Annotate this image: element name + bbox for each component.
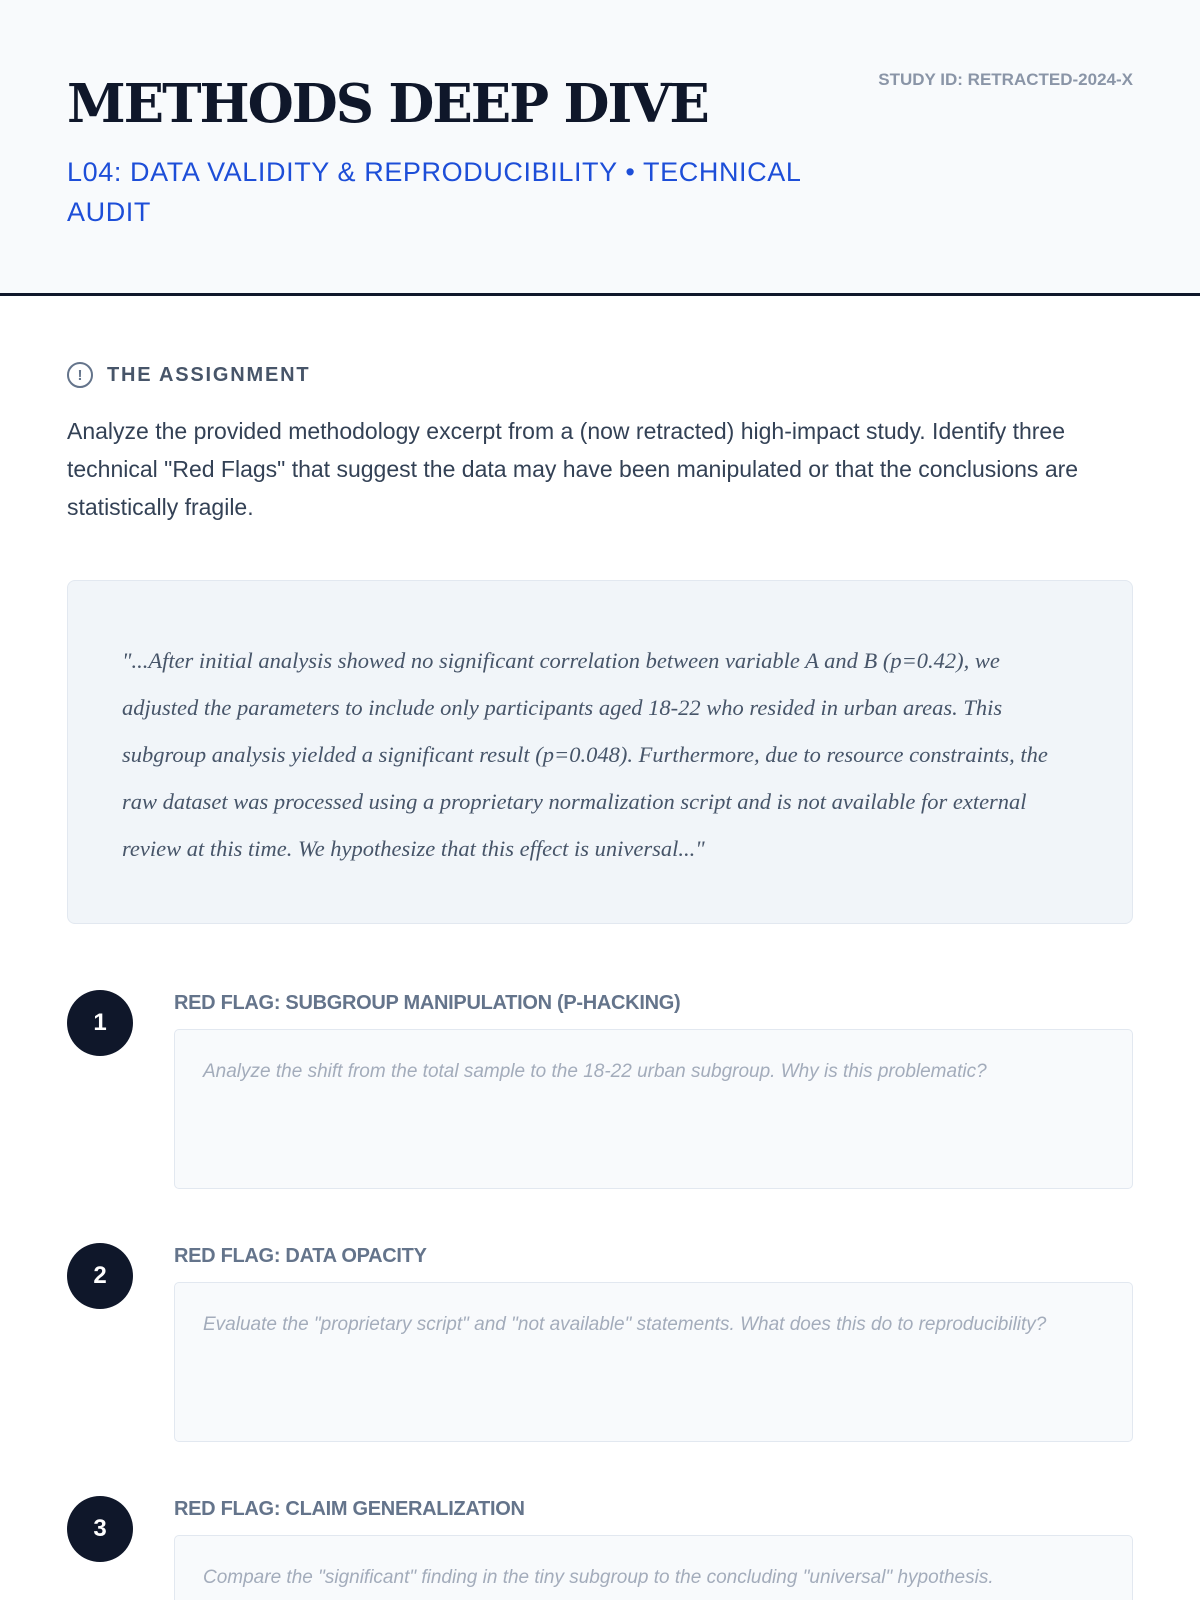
flag-answer-input-1[interactable]	[174, 1029, 1133, 1189]
flag-label: RED FLAG: DATA OPACITY	[174, 1245, 427, 1267]
info-icon: !	[67, 362, 93, 388]
main-content	[0, 360, 1200, 1600]
flag-number-badge: 3	[67, 1496, 133, 1562]
flag-label: RED FLAG: SUBGROUP MANIPULATION (P-HACKING)	[174, 992, 681, 1014]
red-flag-item-2	[67, 1243, 1133, 1496]
assignment-heading-label: THE ASSIGNMENT	[107, 363, 311, 386]
assignment-heading	[67, 360, 1133, 390]
methodology-excerpt	[67, 580, 1133, 924]
page-subtitle: L04: DATA VALIDITY & REPRODUCIBILITY • TECHNICAL AUDIT	[67, 157, 801, 227]
page-header	[0, 0, 1200, 296]
flag-label: RED FLAG: CLAIM GENERALIZATION	[174, 1498, 525, 1520]
red-flag-item-3	[67, 1496, 1133, 1600]
red-flag-item-1	[67, 990, 1133, 1243]
flag-answer-input-2[interactable]	[174, 1282, 1133, 1442]
flag-answer-input-3[interactable]	[174, 1535, 1133, 1600]
assignment-text: Analyze the provided methodology excerpt from a (now retracted) high-impact study. Identify three technical "Red Flags" that suggest the data may have been manipulated or that the conclusions are statistically fragile.	[67, 418, 1079, 520]
study-id-label: STUDY ID: RETRACTED-2024-X	[878, 70, 1133, 89]
page-title: METHODS DEEP DIVE	[67, 73, 708, 135]
flag-number-badge: 1	[67, 990, 133, 1056]
red-flags-list	[67, 990, 1133, 1600]
excerpt-text: "...After initial analysis showed no significant correlation between variable A and B (p=0.42), we adjusted the parameters to include only participants aged 18-22 who resided in urban areas. This subgroup analysis yielded a significant result (p=0.048). Furthermore, due to resource constraints, the raw dataset was processed using a proprietary normalization script and is not available for external review at this time. We hypothesize that this effect is universal..."	[122, 648, 1048, 861]
flag-number-badge: 2	[67, 1243, 133, 1309]
